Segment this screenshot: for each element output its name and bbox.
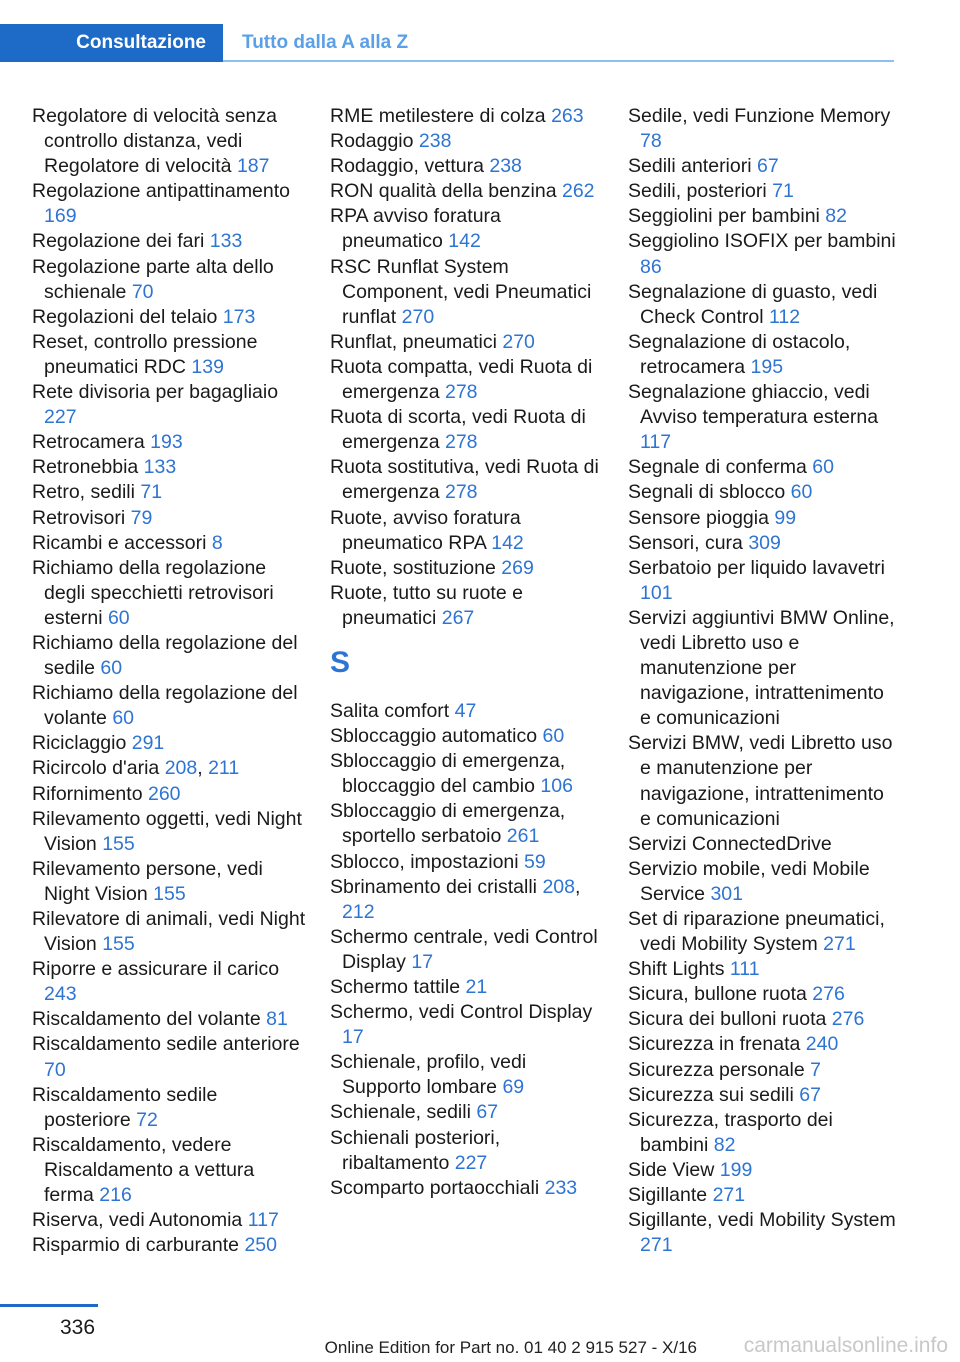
entry-term: Ruota di scorta, vedi Ruota di emergenza: [330, 406, 586, 454]
entry-term: Riscaldamento sedile anteriore: [32, 1033, 300, 1056]
page-link[interactable]: 67: [799, 1083, 821, 1106]
index-entry: [32, 480, 308, 505]
page-link[interactable]: 227: [454, 1151, 488, 1174]
page-link[interactable]: 267: [441, 606, 475, 629]
index-entry: [628, 1208, 896, 1258]
index-entry: [628, 506, 896, 531]
index-column-1: [32, 104, 308, 1258]
entry-term: Rifornimento: [32, 782, 143, 805]
entry-term: Regolatore di velocità senza controllo distanza, vedi Regolatore di velocità: [32, 105, 277, 178]
page-link[interactable]: 142: [491, 531, 524, 554]
index-entry: [330, 405, 606, 455]
page-link[interactable]: 117: [640, 431, 672, 454]
index-entry: Sbrinamento dei cristalli 208, 212: [330, 875, 581, 923]
edition-note: Online Edition for Part no. 01 40 2 915 527 - X/16: [324, 1338, 697, 1357]
page-link[interactable]: 81: [266, 1008, 288, 1031]
index-entry: [330, 799, 606, 849]
index-entry: [330, 179, 606, 204]
index-entry: [628, 907, 896, 957]
index-entry: [628, 104, 896, 154]
index-entry: [628, 731, 896, 831]
index-entry: [32, 1007, 308, 1032]
entry-term: Schienale, profilo, vedi Supporto lombare: [330, 1051, 527, 1099]
page-link[interactable]: 238: [489, 155, 522, 178]
page-link[interactable]: 216: [99, 1184, 132, 1207]
page-link[interactable]: 278: [444, 481, 478, 504]
index-entry: [330, 1000, 606, 1050]
page-link[interactable]: 117: [247, 1209, 279, 1232]
index-entry: [330, 975, 606, 1000]
page-link[interactable]: 60: [107, 606, 130, 629]
entry-term: Sicura dei bulloni ruota: [628, 1008, 827, 1031]
page-link[interactable]: 212: [342, 900, 375, 923]
page-link[interactable]: 155: [102, 832, 135, 855]
page-link[interactable]: 276: [831, 1008, 865, 1031]
index-entry: [628, 957, 896, 982]
entry-term: Regolazioni del telaio: [32, 305, 218, 328]
index-entry: [32, 1133, 308, 1208]
entry-term: Side View: [628, 1158, 715, 1181]
page-link[interactable]: 187: [236, 155, 270, 178]
page-link[interactable]: 70: [131, 280, 154, 303]
entry-term: Risparmio di carburante: [32, 1234, 240, 1257]
page-link[interactable]: 199: [719, 1158, 753, 1181]
page-link[interactable]: 82: [825, 205, 847, 228]
index-entry: [628, 556, 896, 606]
page-link[interactable]: 291: [131, 732, 165, 755]
entry-term: Rilevamento oggetti, vedi Night Vision: [32, 807, 302, 855]
entry-term: Servizi BMW, vedi Libretto uso e manutenzione per navigazione, intrattenimento e comunicazioni: [628, 732, 893, 830]
index-entry: [628, 154, 896, 179]
entry-term: Reset, controllo pressione pneumatici RDC: [32, 330, 258, 378]
entry-term: Ruote, avviso foratura pneumatico RPA: [330, 506, 521, 554]
page-link[interactable]: 60: [542, 725, 565, 748]
entry-term: Sicura, bullone ruota: [628, 983, 807, 1006]
page-link[interactable]: 309: [748, 531, 781, 554]
page-number: 336: [60, 1316, 96, 1339]
index-column-2: [330, 104, 606, 1201]
page-link[interactable]: 250: [244, 1234, 277, 1257]
index-entry: [330, 129, 606, 154]
page-link[interactable]: 78: [640, 130, 662, 153]
entry-term: Seggiolini per bambini: [628, 205, 820, 228]
page-link[interactable]: 233: [544, 1176, 578, 1199]
index-entry: [628, 832, 896, 857]
index-entry: [330, 330, 606, 355]
entry-term: Rilevatore di animali, vedi Night Vision: [32, 908, 306, 956]
page-link[interactable]: 271: [823, 933, 856, 956]
page-link[interactable]: 69: [502, 1076, 525, 1099]
page-link[interactable]: 7: [810, 1058, 821, 1081]
index-entry: [32, 229, 308, 254]
index-entry: [628, 455, 896, 480]
index-entry: [330, 1050, 606, 1100]
page-link[interactable]: 60: [112, 707, 135, 730]
page-link[interactable]: 133: [209, 230, 243, 253]
entry-term: Servizi ConnectedDrive: [628, 832, 832, 855]
entry-term: Riscaldamento del volante: [32, 1008, 261, 1031]
page-link[interactable]: 238: [418, 130, 452, 153]
entry-term: Rodaggio, vettura: [330, 155, 484, 178]
index-entry: [628, 179, 896, 204]
entry-term: Sigillante, vedi Mobility System: [628, 1209, 896, 1232]
index-entry: [32, 681, 308, 731]
index-entry: [330, 104, 606, 129]
entry-term: Sicurezza personale: [628, 1058, 805, 1081]
entry-term: Shift Lights: [628, 958, 725, 981]
entry-term: Sblocco, impostazioni: [330, 850, 519, 873]
index-entry: [32, 782, 308, 807]
entry-term: Schermo centrale, vedi Control Display: [330, 925, 598, 973]
entry-term: RSC Runflat System Component, vedi Pneumatici runflat: [330, 255, 592, 328]
entry-term: Sedili, posteriori: [628, 180, 767, 203]
entry-term: Runflat, pneumatici: [330, 330, 497, 353]
entry-term: Richiamo della regolazione del volante: [32, 682, 298, 730]
section-letter: S: [330, 645, 351, 679]
page-link[interactable]: 67: [476, 1101, 499, 1124]
index-entry: [32, 1032, 308, 1082]
index-entry: [628, 204, 896, 229]
entry-term: Regolazione parte alta dello schienale: [32, 255, 274, 303]
page-link[interactable]: 70: [44, 1058, 66, 1081]
entry-term: Rete divisoria per bagagliaio: [32, 381, 279, 404]
page-link[interactable]: 260: [147, 782, 181, 805]
index-entry: [628, 1183, 896, 1208]
page-link[interactable]: 270: [401, 305, 435, 328]
entry-term: Sbrinamento dei cristalli: [330, 875, 538, 898]
index-entry: [330, 506, 606, 556]
page-link[interactable]: 261: [506, 825, 540, 848]
index-entry: [32, 1083, 308, 1133]
header-divider: [223, 60, 894, 62]
index-entry: [628, 380, 896, 455]
index-entry: [628, 531, 896, 556]
page-link[interactable]: 208: [542, 875, 575, 898]
index-entry: [330, 556, 606, 581]
entry-term: Ricambi e accessori: [32, 531, 207, 554]
entry-term: Rodaggio: [330, 130, 414, 153]
index-entry: [330, 154, 606, 179]
page-link[interactable]: 142: [448, 230, 481, 253]
index-entry: [330, 1126, 606, 1176]
entry-term: Segnalazione ghiaccio, vedi Avviso temperatura esterna: [628, 381, 879, 429]
entry-term: Ruote, sostituzione: [330, 556, 496, 579]
index-entry: [32, 531, 308, 556]
entry-term: Sensore pioggia: [628, 506, 769, 529]
index-entry: [628, 280, 896, 330]
entry-term: Retrovisori: [32, 506, 126, 529]
entry-term: Sicurezza in frenata: [628, 1033, 801, 1056]
index-entry: [330, 724, 606, 749]
entry-term: Sbloccaggio automatico: [330, 725, 538, 748]
page-link[interactable]: 173: [222, 305, 256, 328]
index-entry: [628, 1058, 896, 1083]
index-entry: [32, 957, 308, 1007]
index-entry: [628, 982, 896, 1007]
index-entry: [32, 305, 308, 330]
page-link[interactable]: 155: [102, 933, 135, 956]
index-entry: [628, 1158, 896, 1183]
index-entry: [32, 1233, 308, 1258]
page-link[interactable]: 269: [501, 556, 534, 579]
index-entry: [330, 455, 606, 505]
entry-term: Sicurezza, trasporto dei bambini: [628, 1108, 833, 1156]
entry-term: Sbloccaggio di emergenza, bloccaggio del cambio: [330, 750, 566, 798]
index-entry: [628, 480, 896, 505]
index-entry: [32, 430, 308, 455]
page-link[interactable]: 60: [812, 456, 834, 479]
page-link[interactable]: 21: [465, 976, 488, 998]
entry-term: Retro, sedili: [32, 481, 135, 504]
entry-term: Regolazione dei fari: [32, 230, 205, 253]
page-link[interactable]: 278: [444, 381, 478, 404]
entry-term: Retronebbia: [32, 456, 139, 479]
page-link[interactable]: 60: [100, 657, 123, 680]
index-entry: [32, 179, 308, 229]
index-entry: [32, 455, 308, 480]
entry-term: Segnali di sblocco: [628, 481, 786, 504]
page-link[interactable]: 271: [712, 1184, 746, 1207]
index-entry: [330, 204, 606, 254]
page-link[interactable]: 270: [502, 330, 535, 353]
entry-term: Schienali posteriori, ribaltamento: [330, 1126, 501, 1174]
index-entry: [32, 807, 308, 857]
entry-term: Ruote, tutto su ruote e pneumatici: [330, 581, 523, 629]
entry-term: Segnale di conferma: [628, 456, 807, 479]
entry-term: Schermo tattile: [330, 976, 461, 998]
index-entry: [32, 1208, 308, 1233]
page-link[interactable]: 278: [444, 431, 478, 454]
page-link[interactable]: 60: [790, 481, 813, 504]
entry-term: Salita comfort: [330, 699, 450, 722]
index-entry: [32, 731, 308, 756]
page-link[interactable]: 301: [710, 882, 743, 905]
entry-term: Regolazione antipattinamento: [32, 180, 291, 203]
watermark: carmanualsonline.info: [743, 1334, 948, 1357]
index-entry: [628, 1083, 896, 1108]
index-entry: [32, 556, 308, 631]
page-link[interactable]: 82: [713, 1133, 736, 1156]
entry-term: Segnalazione di guasto, vedi Check Control: [628, 280, 878, 328]
tab-tutto-dalla-a-alla-z[interactable]: Tutto dalla A alla Z: [242, 32, 409, 53]
index-entry: [628, 857, 896, 907]
index-entry: [628, 229, 896, 279]
page-link[interactable]: 17: [342, 1026, 364, 1049]
entry-term: Sedile, vedi Funzione Memory: [628, 105, 891, 127]
entry-term: Rilevamento persone, vedi Night Vision: [32, 857, 263, 905]
entry-term: Seggiolino ISOFIX per bambini: [628, 230, 896, 253]
entry-term: Sicurezza sui sedili: [628, 1083, 794, 1106]
entry-term: Segnalazione di ostacolo, retrocamera: [628, 330, 851, 378]
page-link[interactable]: 139: [191, 355, 224, 378]
page-link[interactable]: 8: [211, 531, 223, 554]
page-link[interactable]: 195: [750, 355, 784, 378]
page-link[interactable]: 47: [454, 699, 477, 722]
index-entry: [628, 1007, 896, 1032]
entry-term: Ruota compatta, vedi Ruota di emergenza: [330, 355, 593, 404]
index-entry: [628, 1032, 896, 1057]
page-link[interactable]: 71: [772, 180, 794, 203]
page-link[interactable]: 59: [524, 850, 546, 873]
entry-term: Serbatoio per liquido lavavetri: [628, 556, 885, 579]
entry-term: Riporre e assicurare il carico: [32, 958, 280, 981]
page-link[interactable]: 106: [540, 775, 573, 798]
tab-consultazione[interactable]: Consultazione: [0, 24, 223, 62]
entry-term: Sedili anteriori: [628, 155, 752, 178]
index-entry: [32, 104, 308, 179]
entry-term: Sensori, cura: [628, 531, 743, 554]
page-link[interactable]: 112: [768, 305, 801, 328]
index-entry: [330, 581, 606, 631]
index-entry: [330, 1100, 606, 1125]
page-link[interactable]: 227: [44, 406, 77, 429]
page-link[interactable]: 211: [208, 757, 240, 780]
page-link[interactable]: 86: [640, 255, 662, 278]
page-link[interactable]: 67: [756, 155, 779, 178]
index-entry: [32, 857, 308, 907]
index-entry: [330, 850, 606, 875]
entry-term: Retrocamera: [32, 431, 145, 454]
page-link[interactable]: 155: [153, 882, 186, 905]
index-entry: [32, 255, 308, 305]
entry-term: Richiamo della regolazione del sedile: [32, 631, 298, 680]
page-link[interactable]: 243: [44, 983, 77, 1006]
index-entry: [330, 255, 606, 330]
page-link[interactable]: 101: [640, 581, 673, 604]
page-link[interactable]: 133: [143, 456, 177, 479]
page-link[interactable]: 99: [774, 506, 797, 529]
page-link[interactable]: 276: [812, 983, 845, 1006]
entry-term: RON qualità della benzina: [330, 180, 557, 203]
index-entry: [32, 631, 308, 681]
index-entry: [32, 506, 308, 531]
index-entry: Ricircolo d'aria 208, 211: [32, 757, 240, 780]
page-link[interactable]: 240: [805, 1033, 839, 1056]
entry-term: Schermo, vedi Control Display: [330, 1001, 593, 1024]
entry-term: Riserva, vedi Autonomia: [32, 1209, 243, 1232]
page-link[interactable]: 17: [411, 950, 434, 973]
entry-term: Riscaldamento, vedere Riscaldamento a vettura ferma: [32, 1133, 255, 1207]
entry-term: Richiamo della regolazione degli specchietti retrovisori esterni: [32, 556, 274, 629]
page-link[interactable]: 72: [136, 1108, 158, 1131]
index-entry: [330, 355, 606, 405]
index-entry: [628, 330, 896, 380]
entry-term: Servizi aggiuntivi BMW Online, vedi Libretto uso e manutenzione per navigazione, intrattenimento e comunicazioni: [628, 606, 895, 730]
entry-term: Set di riparazione pneumatici, vedi Mobility System: [628, 908, 885, 956]
index-entry: [628, 606, 896, 731]
entry-term: Ruota sostitutiva, vedi Ruota di emergenza: [330, 456, 599, 504]
page-link[interactable]: 193: [150, 431, 183, 454]
footer-rule: [0, 1304, 98, 1307]
page-link[interactable]: 79: [130, 506, 153, 529]
entry-term: Ricircolo d'aria: [32, 757, 160, 780]
page-link[interactable]: 262: [561, 180, 595, 203]
page-link[interactable]: 263: [551, 105, 584, 127]
index-entry: [330, 1176, 606, 1201]
entry-term: Riciclaggio: [32, 732, 127, 755]
index-entry: [330, 749, 606, 799]
index-column-3: [628, 104, 896, 1258]
page-link[interactable]: 169: [44, 205, 77, 228]
entry-term: RME metilestere di colza: [330, 105, 546, 127]
index-entry: [32, 330, 308, 380]
entry-term: RPA avviso foratura pneumatico: [330, 205, 501, 253]
page-link[interactable]: 208: [164, 757, 198, 780]
index-entry: [32, 380, 308, 430]
entry-term: Scomparto portaocchiali: [330, 1176, 540, 1199]
index-entry: [330, 699, 606, 724]
header-tabs: [0, 24, 894, 62]
index-entry: [628, 1108, 896, 1158]
page-link[interactable]: 71: [140, 481, 163, 504]
entry-term: Sbloccaggio di emergenza, sportello serbatoio: [330, 800, 566, 848]
index-entry: [330, 925, 606, 975]
entry-term: Schienale, sedili: [330, 1101, 471, 1124]
page-link[interactable]: 111: [729, 958, 760, 981]
entry-term: Sigillante: [628, 1184, 708, 1207]
entry-term: Riscaldamento sedile posteriore: [32, 1083, 218, 1131]
entry-term: Servizio mobile, vedi Mobile Service: [628, 857, 870, 905]
index-entry: [32, 907, 308, 957]
page-link[interactable]: 271: [640, 1234, 673, 1257]
